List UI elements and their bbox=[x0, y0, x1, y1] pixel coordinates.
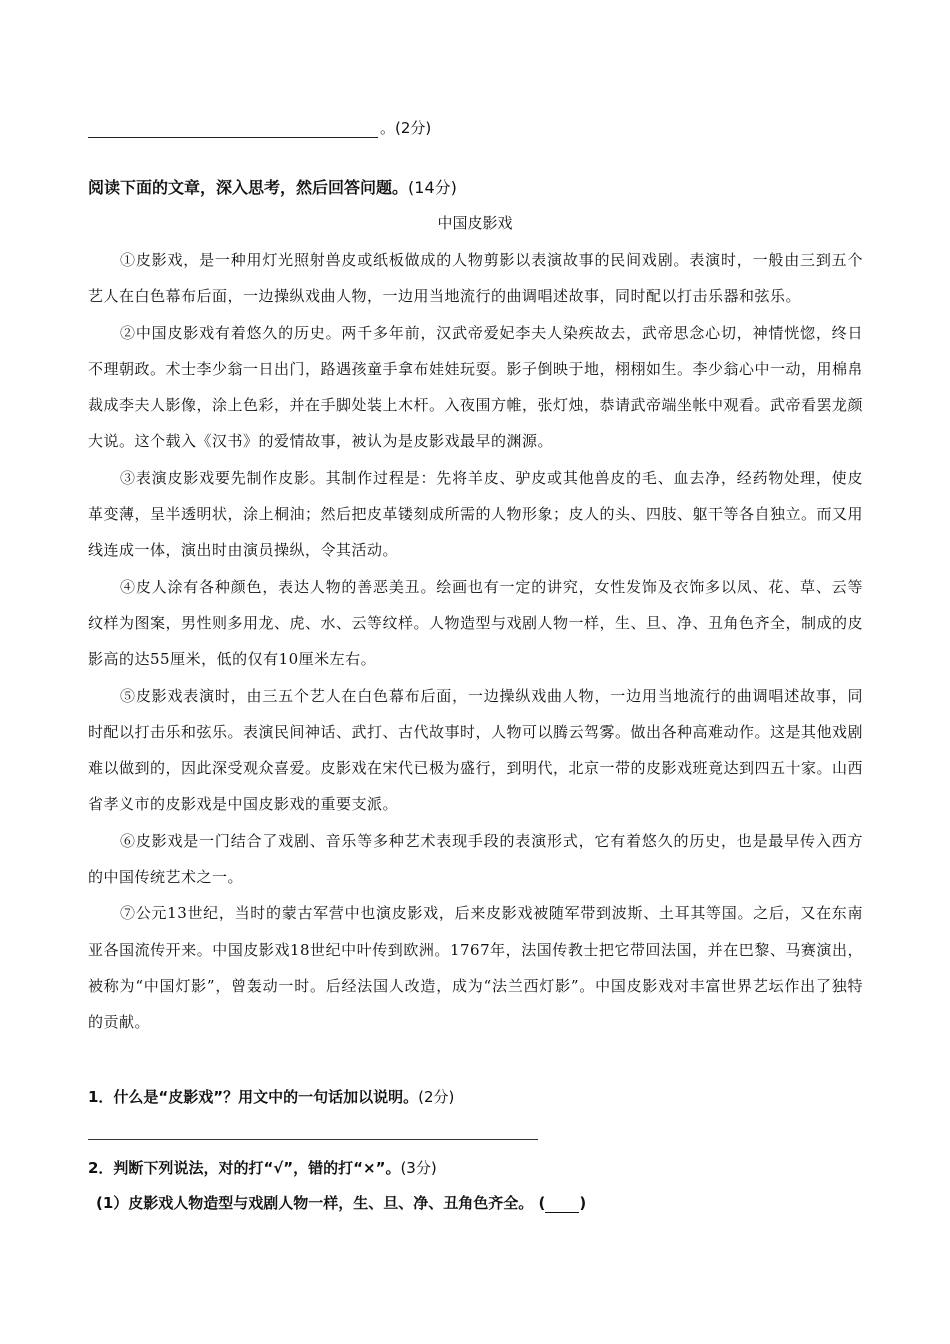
answer-paren-blank[interactable] bbox=[545, 1197, 579, 1213]
question-1-text: 1．什么是“皮影戏”？用文中的一句话加以说明。 bbox=[88, 1088, 419, 1106]
paragraph-3: ③表演皮影戏要先制作皮影。其制作过程是：先将羊皮、驴皮或其他兽皮的毛、血去净，经药物处理，使皮革变薄，呈半透明状，涂上桐油；然后把皮革镂刻成所需的人物形象；皮人的头、四肢、躯干等各自独立。而又用线连成一体，演出时由演员操纵，令其活动。 bbox=[88, 468, 864, 560]
question-2-points: (3分) bbox=[400, 1159, 437, 1177]
question-2-item-1 bbox=[96, 1192, 586, 1213]
paragraph-6: ⑥皮影戏是一门结合了戏剧、音乐等多种艺术表现手段的表演形式，它有着悠久的历史，也是最早传入西方的中国传统艺术之一。 bbox=[88, 831, 863, 887]
reading-instruction bbox=[88, 175, 457, 198]
question-1-answer-line[interactable] bbox=[88, 1139, 538, 1140]
question-2-text: 2．判断下列说法，对的打“√”，错的打“×”。 bbox=[88, 1159, 401, 1177]
answer-blank[interactable] bbox=[88, 121, 378, 138]
instruction-points: (14分) bbox=[408, 178, 457, 197]
paragraph-2: ②中国皮影戏有着悠久的历史。两千多年前，汉武帝爱妃李夫人染疾故去，武帝思念心切，神情恍惚，终日不理朝政。术士李少翁一日出门，路遇孩童手拿布娃娃玩耍。影子倒映于地，栩栩如生。李少翁心中一动，用棉帛裁成李夫人影像，涂上色彩，并在手脚处装上木杆。入夜围方帷，张灯烛，恭请武帝端坐帐中观看。武帝看罢龙颜大说。这个载入《汉书》的爱情故事，被认为是皮影戏最早的渊源。 bbox=[88, 323, 864, 451]
answer-paren-close: ) bbox=[579, 1194, 587, 1212]
article-title: 中国皮影戏 bbox=[437, 214, 513, 232]
paragraph-4: ④皮人涂有各种颜色，表达人物的善恶美丑。绘画也有一定的讲究，女性发饰及衣饰多以凤、花、草、云等纹样为图案，男性则多用龙、虎、水、云等纹样。人物造型与戏剧人物一样，生、旦、净、丑角色齐全，制成的皮影高的达55厘米，低的仅有10厘米左右。 bbox=[88, 577, 864, 669]
paragraph-1: ①皮影戏，是一种用灯光照射兽皮或纸板做成的人物剪影以表演故事的民间戏剧。表演时，一般由三到五个艺人在白色幕布后面，一边操纵戏曲人物，一边用当地流行的曲调唱述故事，同时配以打击乐器和弦乐。 bbox=[88, 251, 863, 306]
paragraph-5: ⑤皮影戏表演时，由三五个艺人在白色幕布后面，一边操纵戏曲人物，一边用当地流行的曲调唱述故事，同时配以打击乐和弦乐。表演民间神话、武打、古代故事时，人物可以腾云驾雾。做出各种高难动作。这是其他戏剧难以做到的，因此深受观众喜爱。皮影戏在宋代已极为盛行，到明代，北京一带的皮影戏班竟达到四五十家。山西省孝义市的皮影戏是中国皮影戏的重要支派。 bbox=[88, 686, 864, 814]
points-label: (2分) bbox=[395, 119, 432, 137]
question-2-item-1-text: (1）皮影戏人物造型与戏剧人物一样，生、旦、净、丑角色齐全。 bbox=[96, 1194, 534, 1212]
article-body bbox=[88, 242, 863, 1041]
blank-suffix: 。 bbox=[380, 119, 396, 137]
answer-paren-open: ( bbox=[538, 1194, 546, 1212]
fill-in-blank-line bbox=[88, 117, 431, 138]
question-1-points: (2分) bbox=[418, 1088, 455, 1106]
instruction-text: 阅读下面的文章，深入思考，然后回答问题。 bbox=[88, 178, 409, 197]
question-1 bbox=[88, 1086, 454, 1107]
paragraph-7: ⑦公元13世纪，当时的蒙古军营中也演皮影戏，后来皮影戏被随军带到波斯、土耳其等国。之后，又在东南亚各国流传开来。中国皮影戏18世纪中叶传到欧洲。1767年，法国传教士把它带回法国，并在巴黎、马赛演出，被称为“中国灯影”，曾轰动一时。后经法国人改造，成为“法兰西灯影”。中国皮影戏对丰富世界艺坛作出了独特的贡献。 bbox=[88, 904, 863, 1032]
question-2 bbox=[88, 1157, 437, 1178]
